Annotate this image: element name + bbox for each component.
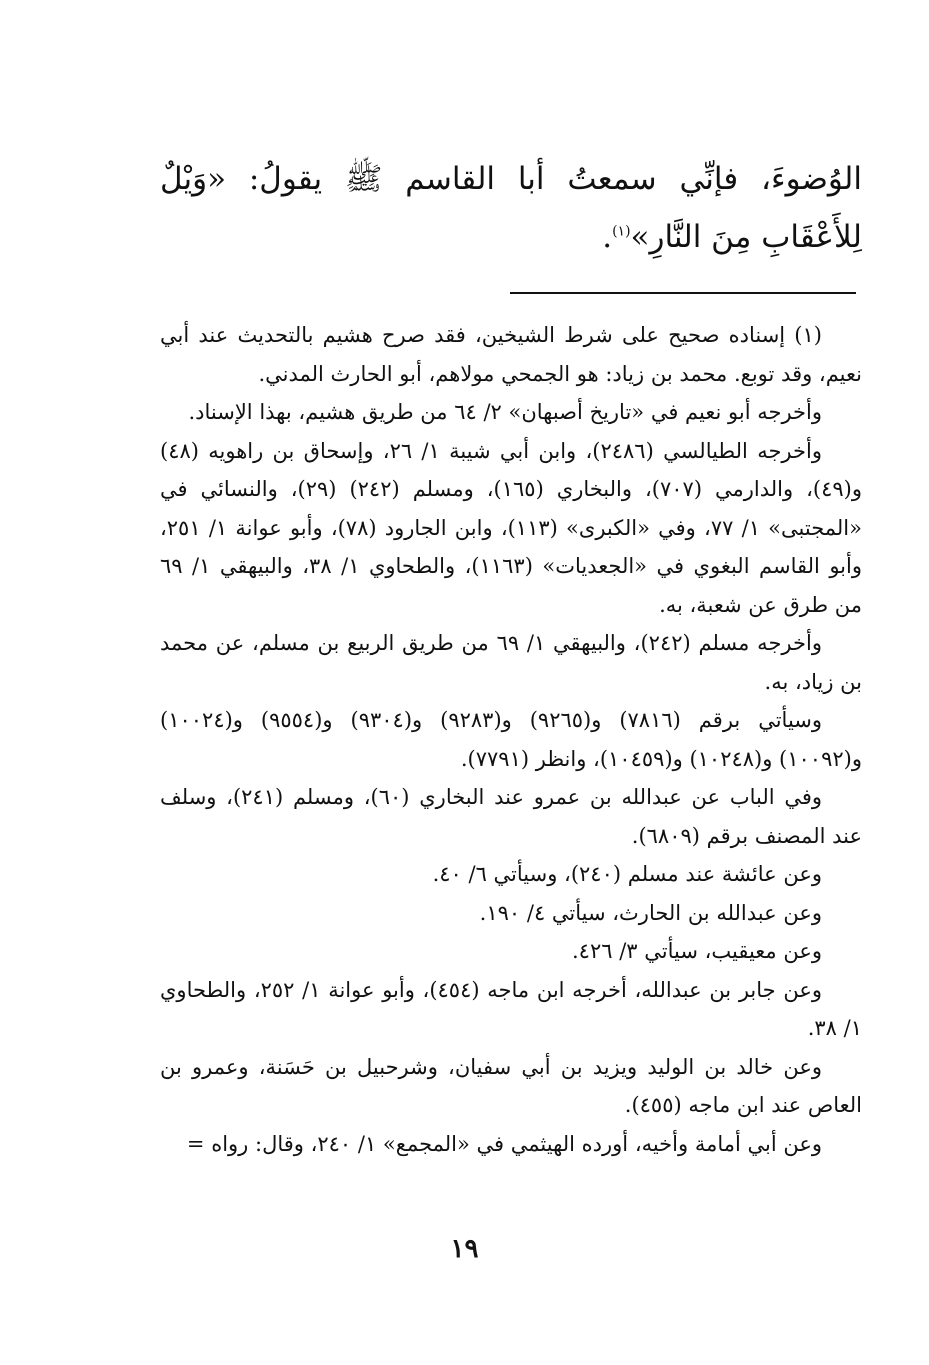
- footnote-paragraph: وعن جابر بن عبدالله، أخرجه ابن ماجه (٤٥٤)، وأبو عوانة ١/ ٢٥٢، والطحاوي ١/ ٣٨.: [160, 977, 862, 1040]
- footnote-paragraph: (١) إسناده صحيح على شرط الشيخين، فقد صرح هشيم بالتحديث عند أبي نعيم، وقد توبع. محمد بن زياد: هو الجمحي مولاهم، أبو الحارث المدني.: [160, 323, 862, 386]
- footnote-paragraph: وسيأتي برقم (٧٨١٦) و(٩٢٦٥) و(٩٢٨٣) و(٩٣٠٤) و(٩٥٥٤) و(١٠٠٢٤) و(١٠٠٩٢) و(١٠٢٤٨) و(١٠٤٥٩)، وانظر (٧٧٩١).: [160, 708, 862, 771]
- main-text: [160, 150, 862, 266]
- footnote-reference: (١): [612, 223, 631, 240]
- footnote-separator: [510, 292, 856, 294]
- footnote-paragraph: وأخرجه مسلم (٢٤٢)، والبيهقي ١/ ٦٩ من طريق الربيع بن مسلم، عن محمد بن زياد، به.: [160, 631, 862, 694]
- footnote-paragraph: وأخرجه أبو نعيم في «تاريخ أصبهان» ٢/ ٦٤ من طريق هشيم، بهذا الإسناد.: [188, 400, 822, 424]
- footnote-paragraph: وعن أبي أمامة وأخيه، أورده الهيثمي في «المجمع» ١/ ٢٤٠، وقال: رواه =: [186, 1131, 822, 1156]
- footnotes-section: [160, 316, 862, 1163]
- footnote-paragraph: وعن عائشة عند مسلم (٢٤٠)، وسيأتي ٦/ ٤٠.: [432, 862, 822, 886]
- main-text-line: الوُضوءَ، فإنِّي سمعتُ أبا القاسم ﷺ يقولُ: «وَيْلٌ لِلأَعْقَابِ مِنَ النَّارِ»: [160, 161, 862, 255]
- main-text-end: .: [602, 219, 613, 255]
- page-number: ١٩: [450, 1234, 479, 1264]
- footnote-paragraph: وأخرجه الطيالسي (٢٤٨٦)، وابن أبي شيبة ١/ ٢٦، وإسحاق بن راهويه (٤٨) و(٤٩)، والدارمي (٧٠٧)، والبخاري (١٦٥)، ومسلم (٢٤٢) (٢٩)، والنسائي في «المجتبى» ١/ ٧٧، وفي «الكبرى» (١١٣)، وابن الجارود (٧٨)، وأبو عوانة ١/ ٢٥١، وأبو القاسم البغوي في «الجعديات» (١١٦٣)، والطحاوي ١/ ٣٨، والبيهقي ١/ ٦٩ من طرق عن شعبة، به.: [160, 438, 863, 617]
- footnote-paragraph: وعن عبدالله بن الحارث، سيأتي ٤/ ١٩٠.: [479, 900, 822, 925]
- footnote-paragraph: وفي الباب عن عبدالله بن عمرو عند البخاري (٦٠)، ومسلم (٢٤١)، وسلف عند المصنف برقم (٦٨٠٩).: [160, 785, 862, 848]
- footnote-paragraph: وعن خالد بن الوليد ويزيد بن أبي سفيان، وشرحبيل بن حَسَنة، وعمرو بن العاص عند ابن ماجه (٤٥٥).: [160, 1054, 862, 1117]
- footnote-paragraph: وعن معيقيب، سيأتي ٣/ ٤٢٦.: [571, 939, 822, 963]
